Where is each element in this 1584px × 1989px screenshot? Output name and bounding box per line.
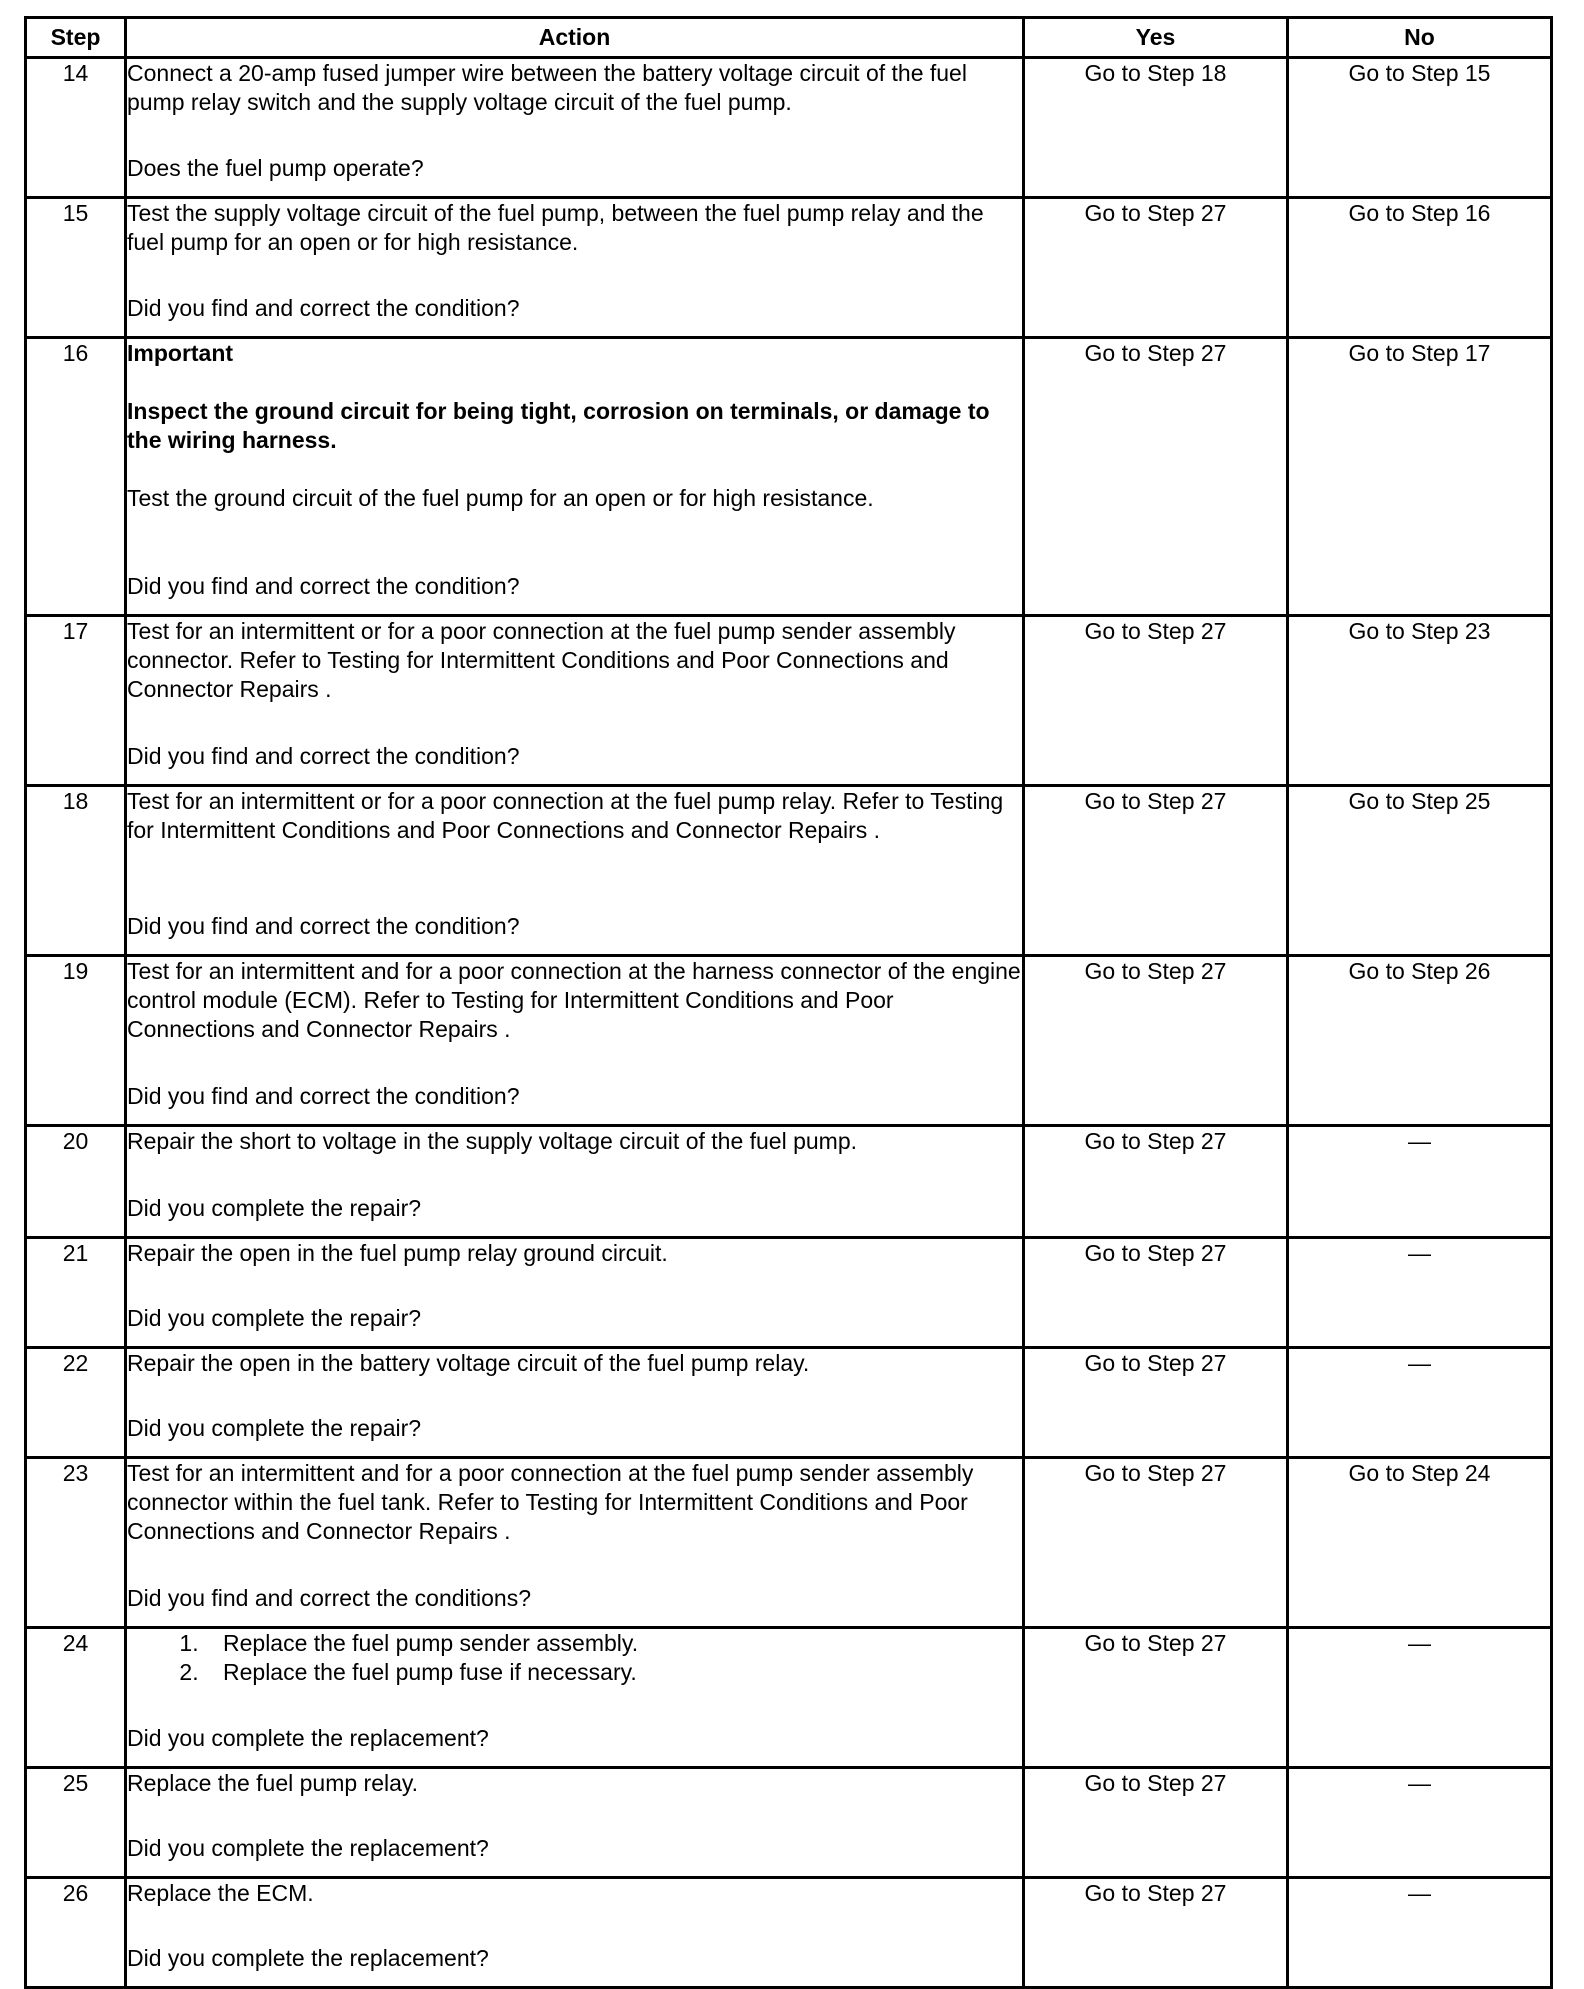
action-list <box>127 1629 1022 1687</box>
step-number: 19 <box>26 956 126 1126</box>
step-number: 16 <box>26 338 126 616</box>
diagnostic-steps-table <box>24 16 1553 1989</box>
action-instructions <box>127 199 1022 257</box>
step-number: 23 <box>26 1458 126 1628</box>
action-text: Replace the fuel pump relay. <box>127 1770 419 1796</box>
step-number: 18 <box>26 786 126 956</box>
action-cell <box>126 338 1024 616</box>
step-number: 20 <box>26 1126 126 1238</box>
diagnostic-document <box>24 16 1550 1971</box>
no-result: Go to Step 24 <box>1288 1458 1552 1628</box>
action-text: Repair the short to voltage in the supply voltage circuit of the fuel pump. <box>127 1128 858 1154</box>
action-cell <box>126 1126 1024 1238</box>
action-text: Test for an intermittent and for a poor connection at the fuel pump sender assembly connector within the fuel tank. Refer to Testing for Intermittent Conditions and Poor Connections and Connector Repairs . <box>127 1460 974 1544</box>
action-instructions <box>127 617 1022 704</box>
yes-result: Go to Step 27 <box>1024 198 1288 338</box>
yes-result: Go to Step 27 <box>1024 1458 1288 1628</box>
yes-result: Go to Step 27 <box>1024 616 1288 786</box>
table-row <box>26 616 1552 786</box>
action-cell <box>126 1348 1024 1458</box>
table-row <box>26 1878 1552 1988</box>
action-question: Did you find and correct the condition? <box>127 295 520 321</box>
no-result: — <box>1288 1126 1552 1238</box>
table-row <box>26 956 1552 1126</box>
step-number: 24 <box>26 1628 126 1768</box>
action-cell <box>126 198 1024 338</box>
action-cell <box>126 1628 1024 1768</box>
yes-result: Go to Step 27 <box>1024 1126 1288 1238</box>
table-row <box>26 1238 1552 1348</box>
action-instructions <box>127 1879 1022 1908</box>
action-text: Test for an intermittent or for a poor connection at the fuel pump relay. Refer to Testing for Intermittent Conditions and Poor Connections and Connector Repairs . <box>127 788 1004 843</box>
no-result: Go to Step 25 <box>1288 786 1552 956</box>
yes-result: Go to Step 27 <box>1024 1878 1288 1988</box>
table-row <box>26 786 1552 956</box>
step-number: 21 <box>26 1238 126 1348</box>
no-result: — <box>1288 1238 1552 1348</box>
no-result: Go to Step 15 <box>1288 58 1552 198</box>
action-instructions <box>127 1239 1022 1268</box>
no-result: Go to Step 26 <box>1288 956 1552 1126</box>
action-instructions <box>127 1459 1022 1546</box>
action-text: Test the supply voltage circuit of the fuel pump, between the fuel pump relay and the fuel pump for an open or for high resistance. <box>127 200 984 255</box>
no-result: Go to Step 16 <box>1288 198 1552 338</box>
table-row <box>26 1126 1552 1238</box>
yes-result: Go to Step 27 <box>1024 1238 1288 1348</box>
action-question: Did you complete the replacement? <box>127 1835 489 1861</box>
list-item: 2. Replace the fuel pump fuse if necessary. <box>205 1658 1022 1687</box>
table-row <box>26 198 1552 338</box>
action-instructions <box>127 339 1022 513</box>
action-question: Did you find and correct the condition? <box>127 573 520 599</box>
action-cell <box>126 1878 1024 1988</box>
action-cell <box>126 1238 1024 1348</box>
action-question: Did you complete the repair? <box>127 1195 422 1221</box>
action-cell <box>126 1458 1024 1628</box>
list-item: 1. Replace the fuel pump sender assembly. <box>205 1629 1022 1658</box>
action-text: Replace the ECM. <box>127 1880 314 1906</box>
header-action: Action <box>126 18 1024 58</box>
no-result: — <box>1288 1768 1552 1878</box>
action-question: Did you find and correct the condition? <box>127 1083 520 1109</box>
important-note: Inspect the ground circuit for being tight, corrosion on terminals, or damage to the wiring harness. <box>127 398 990 453</box>
action-question: Did you complete the repair? <box>127 1305 422 1331</box>
action-cell <box>126 786 1024 956</box>
header-yes: Yes <box>1024 18 1288 58</box>
action-instructions <box>127 1127 1022 1156</box>
action-question: Did you find and correct the conditions? <box>127 1585 532 1611</box>
action-instructions <box>127 59 1022 117</box>
header-no: No <box>1288 18 1552 58</box>
yes-result: Go to Step 27 <box>1024 1768 1288 1878</box>
action-instructions <box>127 1769 1022 1798</box>
action-cell <box>126 58 1024 198</box>
table-row <box>26 58 1552 198</box>
table-row <box>26 1458 1552 1628</box>
no-result: — <box>1288 1628 1552 1768</box>
action-text: Repair the open in the battery voltage circuit of the fuel pump relay. <box>127 1350 810 1376</box>
yes-result: Go to Step 27 <box>1024 956 1288 1126</box>
action-question: Did you find and correct the condition? <box>127 913 520 939</box>
no-result: — <box>1288 1348 1552 1458</box>
table-row <box>26 1348 1552 1458</box>
yes-result: Go to Step 27 <box>1024 786 1288 956</box>
step-number: 22 <box>26 1348 126 1458</box>
action-instructions <box>127 787 1022 845</box>
step-number: 26 <box>26 1878 126 1988</box>
action-text: Test the ground circuit of the fuel pump for an open or for high resistance. <box>127 485 874 511</box>
yes-result: Go to Step 27 <box>1024 1348 1288 1458</box>
no-result: — <box>1288 1878 1552 1988</box>
action-question: Does the fuel pump operate? <box>127 155 424 181</box>
action-question: Did you find and correct the condition? <box>127 743 520 769</box>
yes-result: Go to Step 18 <box>1024 58 1288 198</box>
action-text: Repair the open in the fuel pump relay ground circuit. <box>127 1240 668 1266</box>
table-row <box>26 1628 1552 1768</box>
action-cell <box>126 1768 1024 1878</box>
action-instructions <box>127 1349 1022 1378</box>
step-number: 17 <box>26 616 126 786</box>
action-cell <box>126 616 1024 786</box>
action-instructions <box>127 1629 1022 1687</box>
action-question: Did you complete the replacement? <box>127 1725 489 1751</box>
table-header-row <box>26 18 1552 58</box>
action-text: Test for an intermittent and for a poor connection at the harness connector of the engine control module (ECM). Refer to Testing for Intermittent Conditions and Poor Connections and Connector Repairs . <box>127 958 1021 1042</box>
header-step: Step <box>26 18 126 58</box>
step-number: 15 <box>26 198 126 338</box>
table-row <box>26 1768 1552 1878</box>
step-number: 25 <box>26 1768 126 1878</box>
action-text: Test for an intermittent or for a poor connection at the fuel pump sender assembly connector. Refer to Testing for Intermittent Conditions and Poor Connections and Connector Repairs . <box>127 618 956 702</box>
action-cell <box>126 956 1024 1126</box>
action-text: Connect a 20-amp fused jumper wire between the battery voltage circuit of the fuel pump relay switch and the supply voltage circuit of the fuel pump. <box>127 60 967 115</box>
action-question: Did you complete the replacement? <box>127 1945 489 1971</box>
step-number: 14 <box>26 58 126 198</box>
yes-result: Go to Step 27 <box>1024 1628 1288 1768</box>
no-result: Go to Step 23 <box>1288 616 1552 786</box>
yes-result: Go to Step 27 <box>1024 338 1288 616</box>
action-question: Did you complete the repair? <box>127 1415 422 1441</box>
table-row <box>26 338 1552 616</box>
action-instructions <box>127 957 1022 1044</box>
no-result: Go to Step 17 <box>1288 338 1552 616</box>
important-heading: Important <box>127 340 234 366</box>
